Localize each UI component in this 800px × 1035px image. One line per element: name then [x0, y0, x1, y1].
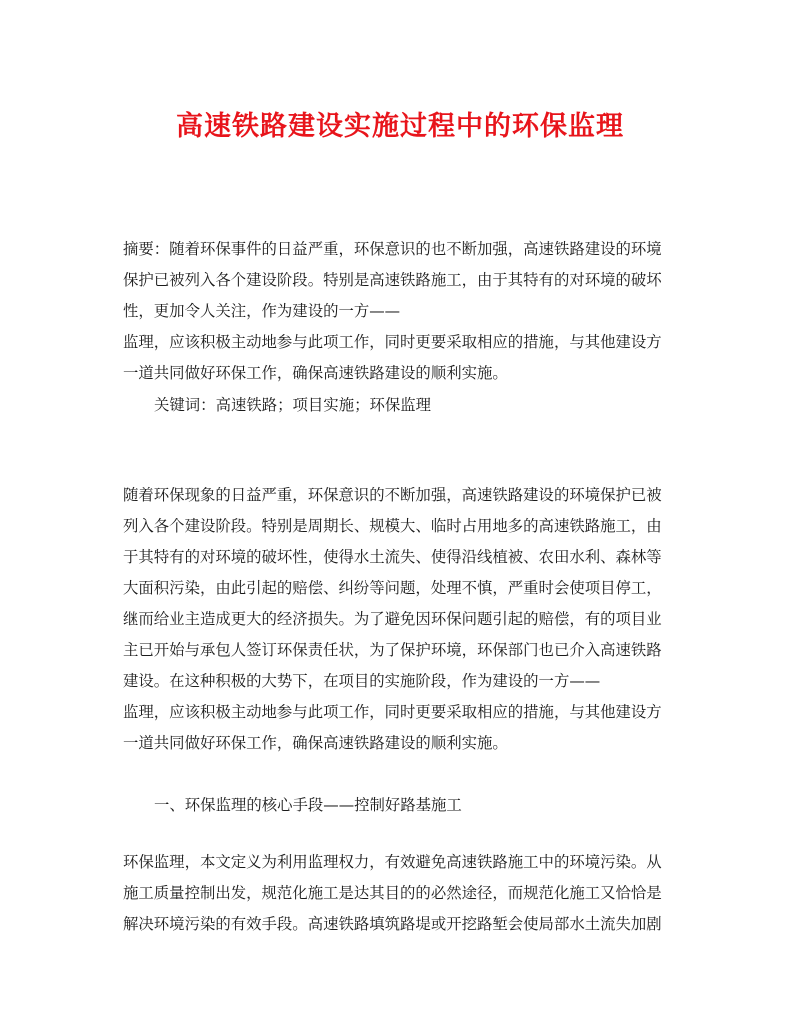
abstract-line: 性，更加令人关注，作为建设的一方——	[123, 302, 401, 320]
paragraph-line: 于其特有的对环境的破坏性，使得水土流失、使得沿线植被、农田水利、森林等	[123, 548, 662, 566]
abstract-line: 摘要：随着环保事件的日益严重，环保意识的也不断加强，高速铁路建设的环境	[123, 240, 662, 258]
paragraph-line: 列入各个建设阶段。特别是周期长、规模大、临时占用地多的高速铁路施工，由	[123, 517, 662, 535]
paragraph-line: 主已开始与承包人签订环保责任状，为了保护环境，环保部门也已介入高速铁路	[123, 641, 662, 659]
abstract-line: 一道共同做好环保工作，确保高速铁路建设的顺利实施。	[123, 364, 508, 382]
paragraph-line: 建设。在这种积极的大势下，在项目的实施阶段，作为建设的一方——	[123, 672, 601, 690]
abstract-line: 监理，应该积极主动地参与此项工作，同时更要采取相应的措施，与其他建设方	[123, 333, 662, 351]
paragraph-line: 施工质量控制出发，规范化施工是达其目的的必然途径，而规范化施工又恰恰是	[123, 884, 662, 902]
keywords-section	[123, 390, 679, 421]
paragraph-line: 环保监理，本文定义为利用监理权力，有效避免高速铁路施工中的环境污染。从	[123, 853, 662, 871]
document-title: 高速铁路建设实施过程中的环保监理	[176, 111, 624, 142]
abstract-line: 保护已被列入各个建设阶段。特别是高速铁路施工，由于其特有的对环境的破坏	[123, 271, 662, 289]
paragraph-line: 监理，应该积极主动地参与此项工作，同时更要采取相应的措施，与其他建设方	[123, 703, 662, 721]
keywords-line: 关键词：高速铁路；项目实施；环保监理	[154, 396, 432, 414]
section-heading	[123, 790, 679, 821]
section-paragraph	[123, 847, 679, 940]
intro-paragraph	[123, 480, 679, 759]
paragraph-line: 解决环境污染的有效手段。高速铁路填筑路堤或开挖路堑会使局部水土流失加剧	[123, 915, 662, 933]
abstract-section	[123, 234, 679, 389]
section-heading-text: 一、环保监理的核心手段——控制好路基施工	[154, 796, 462, 814]
paragraph-line: 大面积污染，由此引起的赔偿、纠纷等问题，处理不慎，严重时会使项目停工，	[123, 579, 662, 597]
paragraph-line: 随着环保现象的日益严重，环保意识的不断加强，高速铁路建设的环境保护已被	[123, 486, 662, 504]
paragraph-line: 一道共同做好环保工作，确保高速铁路建设的顺利实施。	[123, 734, 508, 752]
paragraph-line: 继而给业主造成更大的经济损失。为了避免因环保问题引起的赔偿，有的项目业	[123, 610, 662, 628]
